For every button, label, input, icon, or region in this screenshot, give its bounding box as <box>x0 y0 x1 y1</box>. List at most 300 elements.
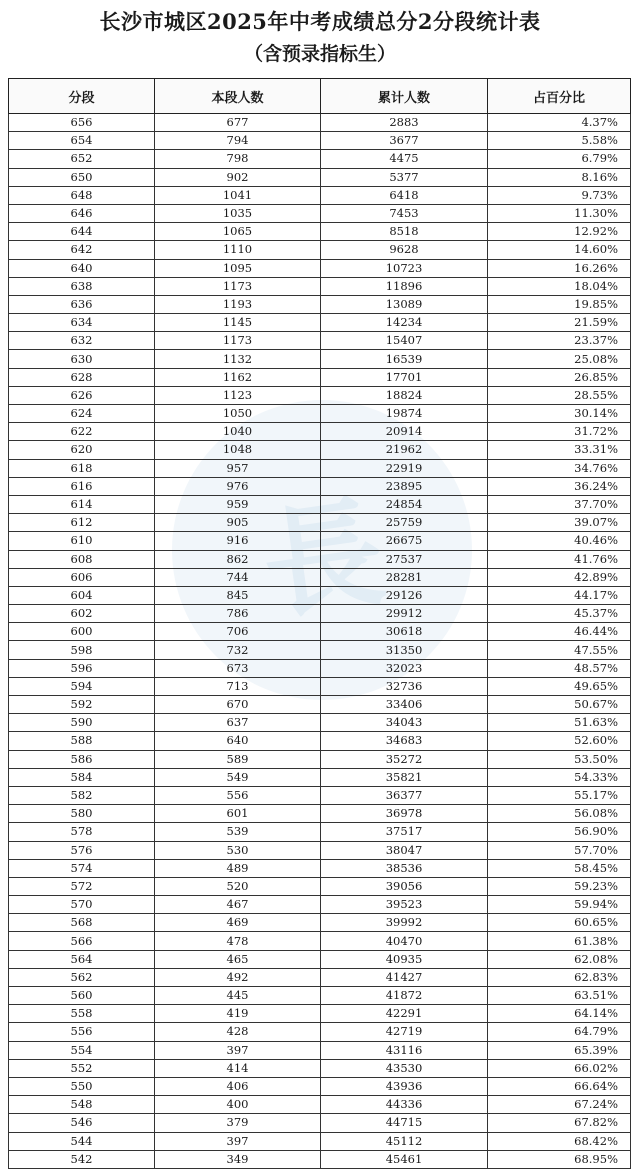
percentage-cell: 62.83% <box>488 968 631 986</box>
band-count-cell: 467 <box>155 896 321 914</box>
score-band-cell: 580 <box>9 805 155 823</box>
band-count-cell: 1110 <box>155 241 321 259</box>
score-band-cell: 634 <box>9 314 155 332</box>
score-band-cell: 568 <box>9 914 155 932</box>
band-count-cell: 862 <box>155 550 321 568</box>
percentage-cell: 67.82% <box>488 1114 631 1132</box>
percentage-cell: 8.16% <box>488 168 631 186</box>
percentage-cell: 57.70% <box>488 841 631 859</box>
band-count-cell: 640 <box>155 732 321 750</box>
band-count-cell: 732 <box>155 641 321 659</box>
table-row <box>9 641 631 659</box>
percentage-cell: 55.17% <box>488 786 631 804</box>
band-count-cell: 905 <box>155 514 321 532</box>
cumulative-count-cell: 31350 <box>321 641 488 659</box>
score-band-cell: 618 <box>9 459 155 477</box>
band-count-cell: 478 <box>155 932 321 950</box>
percentage-cell: 25.08% <box>488 350 631 368</box>
percentage-cell: 54.33% <box>488 768 631 786</box>
score-band-cell: 592 <box>9 696 155 714</box>
band-count-cell: 713 <box>155 677 321 695</box>
table-row <box>9 277 631 295</box>
score-band-cell: 570 <box>9 896 155 914</box>
band-count-cell: 744 <box>155 568 321 586</box>
cumulative-count-cell: 44336 <box>321 1096 488 1114</box>
table-row <box>9 877 631 895</box>
table-row <box>9 677 631 695</box>
score-band-cell: 606 <box>9 568 155 586</box>
cumulative-count-cell: 7453 <box>321 204 488 222</box>
header-score-band: 分段 <box>9 79 155 114</box>
table-row <box>9 150 631 168</box>
band-count-cell: 419 <box>155 1005 321 1023</box>
table-row <box>9 405 631 423</box>
score-band-cell: 610 <box>9 532 155 550</box>
percentage-cell: 64.14% <box>488 1005 631 1023</box>
score-band-cell: 630 <box>9 350 155 368</box>
header-percentage: 占百分比 <box>488 79 631 114</box>
band-count-cell: 1041 <box>155 186 321 204</box>
score-band-cell: 628 <box>9 368 155 386</box>
score-band-cell: 640 <box>9 259 155 277</box>
percentage-cell: 23.37% <box>488 332 631 350</box>
band-count-cell: 1050 <box>155 405 321 423</box>
band-count-cell: 556 <box>155 786 321 804</box>
percentage-cell: 68.95% <box>488 1150 631 1168</box>
percentage-cell: 51.63% <box>488 714 631 732</box>
table-row <box>9 1041 631 1059</box>
cumulative-count-cell: 10723 <box>321 259 488 277</box>
band-count-cell: 1048 <box>155 441 321 459</box>
score-band-cell: 544 <box>9 1132 155 1150</box>
percentage-cell: 31.72% <box>488 423 631 441</box>
band-count-cell: 400 <box>155 1096 321 1114</box>
score-band-cell: 644 <box>9 223 155 241</box>
cumulative-count-cell: 38536 <box>321 859 488 877</box>
cumulative-count-cell: 4475 <box>321 150 488 168</box>
percentage-cell: 61.38% <box>488 932 631 950</box>
band-count-cell: 1035 <box>155 204 321 222</box>
cumulative-count-cell: 45112 <box>321 1132 488 1150</box>
table-row <box>9 659 631 677</box>
score-band-cell: 602 <box>9 605 155 623</box>
table-row <box>9 586 631 604</box>
cumulative-count-cell: 21962 <box>321 441 488 459</box>
table-row <box>9 1077 631 1095</box>
cumulative-count-cell: 14234 <box>321 314 488 332</box>
cumulative-count-cell: 41427 <box>321 968 488 986</box>
band-count-cell: 549 <box>155 768 321 786</box>
cumulative-count-cell: 40935 <box>321 950 488 968</box>
score-band-cell: 564 <box>9 950 155 968</box>
score-band-cell: 646 <box>9 204 155 222</box>
table-row <box>9 896 631 914</box>
band-count-cell: 530 <box>155 841 321 859</box>
table-row <box>9 259 631 277</box>
score-band-cell: 572 <box>9 877 155 895</box>
score-band-cell: 650 <box>9 168 155 186</box>
table-row <box>9 350 631 368</box>
table-row <box>9 423 631 441</box>
band-count-cell: 786 <box>155 605 321 623</box>
table-row <box>9 114 631 132</box>
table-row <box>9 368 631 386</box>
percentage-cell: 16.26% <box>488 259 631 277</box>
score-band-cell: 576 <box>9 841 155 859</box>
percentage-cell: 59.94% <box>488 896 631 914</box>
score-band-cell: 600 <box>9 623 155 641</box>
score-band-cell: 654 <box>9 132 155 150</box>
band-count-cell: 673 <box>155 659 321 677</box>
table-row <box>9 241 631 259</box>
cumulative-count-cell: 6418 <box>321 186 488 204</box>
band-count-cell: 1162 <box>155 368 321 386</box>
band-count-cell: 798 <box>155 150 321 168</box>
band-count-cell: 1095 <box>155 259 321 277</box>
band-count-cell: 637 <box>155 714 321 732</box>
table-row <box>9 168 631 186</box>
percentage-cell: 50.67% <box>488 696 631 714</box>
cumulative-count-cell: 11896 <box>321 277 488 295</box>
table-row <box>9 1005 631 1023</box>
band-count-cell: 349 <box>155 1150 321 1168</box>
table-row <box>9 386 631 404</box>
band-count-cell: 845 <box>155 586 321 604</box>
cumulative-count-cell: 42291 <box>321 1005 488 1023</box>
table-row <box>9 841 631 859</box>
percentage-cell: 44.17% <box>488 586 631 604</box>
table-row <box>9 1150 631 1168</box>
table-row <box>9 223 631 241</box>
cumulative-count-cell: 32023 <box>321 659 488 677</box>
band-count-cell: 794 <box>155 132 321 150</box>
table-row <box>9 332 631 350</box>
cumulative-count-cell: 43936 <box>321 1077 488 1095</box>
cumulative-count-cell: 39523 <box>321 896 488 914</box>
score-band-cell: 632 <box>9 332 155 350</box>
table-row <box>9 768 631 786</box>
score-table <box>8 78 631 1169</box>
score-band-cell: 620 <box>9 441 155 459</box>
band-count-cell: 1123 <box>155 386 321 404</box>
table-row <box>9 495 631 513</box>
cumulative-count-cell: 27537 <box>321 550 488 568</box>
band-count-cell: 1145 <box>155 314 321 332</box>
score-band-cell: 616 <box>9 477 155 495</box>
header-band-count: 本段人数 <box>155 79 321 114</box>
cumulative-count-cell: 22919 <box>321 459 488 477</box>
percentage-cell: 14.60% <box>488 241 631 259</box>
table-row <box>9 1096 631 1114</box>
table-row <box>9 550 631 568</box>
score-band-cell: 598 <box>9 641 155 659</box>
table-row <box>9 750 631 768</box>
score-band-cell: 582 <box>9 786 155 804</box>
score-band-cell: 552 <box>9 1059 155 1077</box>
band-count-cell: 1173 <box>155 277 321 295</box>
score-band-cell: 624 <box>9 405 155 423</box>
score-band-cell: 604 <box>9 586 155 604</box>
table-row <box>9 441 631 459</box>
band-count-cell: 1193 <box>155 295 321 313</box>
cumulative-count-cell: 34043 <box>321 714 488 732</box>
cumulative-count-cell: 16539 <box>321 350 488 368</box>
cumulative-count-cell: 41872 <box>321 987 488 1005</box>
cumulative-count-cell: 42719 <box>321 1023 488 1041</box>
cumulative-count-cell: 29126 <box>321 586 488 604</box>
cumulative-count-cell: 32736 <box>321 677 488 695</box>
cumulative-count-cell: 5377 <box>321 168 488 186</box>
percentage-cell: 39.07% <box>488 514 631 532</box>
percentage-cell: 65.39% <box>488 1041 631 1059</box>
cumulative-count-cell: 43530 <box>321 1059 488 1077</box>
cumulative-count-cell: 36377 <box>321 786 488 804</box>
percentage-cell: 41.76% <box>488 550 631 568</box>
band-count-cell: 957 <box>155 459 321 477</box>
percentage-cell: 37.70% <box>488 495 631 513</box>
table-body <box>9 114 631 1169</box>
table-row <box>9 968 631 986</box>
band-count-cell: 492 <box>155 968 321 986</box>
score-band-cell: 608 <box>9 550 155 568</box>
cumulative-count-cell: 15407 <box>321 332 488 350</box>
cumulative-count-cell: 17701 <box>321 368 488 386</box>
band-count-cell: 589 <box>155 750 321 768</box>
score-band-cell: 612 <box>9 514 155 532</box>
cumulative-count-cell: 23895 <box>321 477 488 495</box>
cumulative-count-cell: 20914 <box>321 423 488 441</box>
cumulative-count-cell: 37517 <box>321 823 488 841</box>
band-count-cell: 406 <box>155 1077 321 1095</box>
table-row <box>9 514 631 532</box>
cumulative-count-cell: 44715 <box>321 1114 488 1132</box>
table-row <box>9 1023 631 1041</box>
page-title: 长沙市城区2025年中考成绩总分2分段统计表 <box>99 9 541 34</box>
table-row <box>9 459 631 477</box>
percentage-cell: 4.37% <box>488 114 631 132</box>
table-row <box>9 732 631 750</box>
percentage-cell: 63.51% <box>488 987 631 1005</box>
percentage-cell: 64.79% <box>488 1023 631 1041</box>
cumulative-count-cell: 8518 <box>321 223 488 241</box>
score-band-cell: 642 <box>9 241 155 259</box>
percentage-cell: 58.45% <box>488 859 631 877</box>
percentage-cell: 19.85% <box>488 295 631 313</box>
band-count-cell: 916 <box>155 532 321 550</box>
percentage-cell: 62.08% <box>488 950 631 968</box>
table-row <box>9 950 631 968</box>
cumulative-count-cell: 9628 <box>321 241 488 259</box>
table-row <box>9 859 631 877</box>
cumulative-count-cell: 2883 <box>321 114 488 132</box>
score-band-cell: 556 <box>9 1023 155 1041</box>
table-row <box>9 314 631 332</box>
table-row <box>9 623 631 641</box>
band-count-cell: 397 <box>155 1041 321 1059</box>
table-row <box>9 605 631 623</box>
percentage-cell: 52.60% <box>488 732 631 750</box>
score-band-cell: 638 <box>9 277 155 295</box>
band-count-cell: 445 <box>155 987 321 1005</box>
band-count-cell: 1040 <box>155 423 321 441</box>
cumulative-count-cell: 33406 <box>321 696 488 714</box>
band-count-cell: 539 <box>155 823 321 841</box>
percentage-cell: 68.42% <box>488 1132 631 1150</box>
table-row <box>9 1059 631 1077</box>
table-row <box>9 477 631 495</box>
band-count-cell: 677 <box>155 114 321 132</box>
percentage-cell: 11.30% <box>488 204 631 222</box>
table-row <box>9 914 631 932</box>
percentage-cell: 45.37% <box>488 605 631 623</box>
watermark-glyph: 長 <box>254 483 393 638</box>
percentage-cell: 48.57% <box>488 659 631 677</box>
percentage-cell: 21.59% <box>488 314 631 332</box>
cumulative-count-cell: 24854 <box>321 495 488 513</box>
percentage-cell: 66.02% <box>488 1059 631 1077</box>
band-count-cell: 959 <box>155 495 321 513</box>
cumulative-count-cell: 35272 <box>321 750 488 768</box>
cumulative-count-cell: 29912 <box>321 605 488 623</box>
percentage-cell: 30.14% <box>488 405 631 423</box>
percentage-cell: 66.64% <box>488 1077 631 1095</box>
percentage-cell: 60.65% <box>488 914 631 932</box>
band-count-cell: 706 <box>155 623 321 641</box>
cumulative-count-cell: 34683 <box>321 732 488 750</box>
score-band-cell: 586 <box>9 750 155 768</box>
percentage-cell: 26.85% <box>488 368 631 386</box>
cumulative-count-cell: 39992 <box>321 914 488 932</box>
percentage-cell: 6.79% <box>488 150 631 168</box>
percentage-cell: 59.23% <box>488 877 631 895</box>
table-row <box>9 295 631 313</box>
percentage-cell: 47.55% <box>488 641 631 659</box>
score-band-cell: 554 <box>9 1041 155 1059</box>
cumulative-count-cell: 40470 <box>321 932 488 950</box>
band-count-cell: 469 <box>155 914 321 932</box>
score-band-cell: 584 <box>9 768 155 786</box>
table-row <box>9 568 631 586</box>
band-count-cell: 414 <box>155 1059 321 1077</box>
score-band-cell: 636 <box>9 295 155 313</box>
score-band-cell: 560 <box>9 987 155 1005</box>
table-row <box>9 696 631 714</box>
band-count-cell: 902 <box>155 168 321 186</box>
score-band-cell: 622 <box>9 423 155 441</box>
percentage-cell: 12.92% <box>488 223 631 241</box>
score-band-cell: 574 <box>9 859 155 877</box>
percentage-cell: 53.50% <box>488 750 631 768</box>
table-row <box>9 204 631 222</box>
cumulative-count-cell: 26675 <box>321 532 488 550</box>
score-band-cell: 548 <box>9 1096 155 1114</box>
score-band-cell: 550 <box>9 1077 155 1095</box>
cumulative-count-cell: 3677 <box>321 132 488 150</box>
percentage-cell: 33.31% <box>488 441 631 459</box>
percentage-cell: 46.44% <box>488 623 631 641</box>
percentage-cell: 56.08% <box>488 805 631 823</box>
table-row <box>9 186 631 204</box>
score-band-cell: 626 <box>9 386 155 404</box>
percentage-cell: 42.89% <box>488 568 631 586</box>
table-row <box>9 1114 631 1132</box>
table-row <box>9 987 631 1005</box>
table-row <box>9 805 631 823</box>
score-band-cell: 558 <box>9 1005 155 1023</box>
band-count-cell: 428 <box>155 1023 321 1041</box>
score-band-cell: 614 <box>9 495 155 513</box>
cumulative-count-cell: 38047 <box>321 841 488 859</box>
percentage-cell: 36.24% <box>488 477 631 495</box>
score-band-cell: 566 <box>9 932 155 950</box>
percentage-cell: 49.65% <box>488 677 631 695</box>
band-count-cell: 976 <box>155 477 321 495</box>
score-band-cell: 596 <box>9 659 155 677</box>
table-row <box>9 1132 631 1150</box>
band-count-cell: 397 <box>155 1132 321 1150</box>
table-container <box>8 78 630 1166</box>
band-count-cell: 1065 <box>155 223 321 241</box>
table-row <box>9 532 631 550</box>
table-row <box>9 786 631 804</box>
cumulative-count-cell: 39056 <box>321 877 488 895</box>
band-count-cell: 1173 <box>155 332 321 350</box>
table-row <box>9 132 631 150</box>
table-row <box>9 714 631 732</box>
score-band-cell: 594 <box>9 677 155 695</box>
cumulative-count-cell: 30618 <box>321 623 488 641</box>
cumulative-count-cell: 19874 <box>321 405 488 423</box>
score-band-cell: 542 <box>9 1150 155 1168</box>
band-count-cell: 379 <box>155 1114 321 1132</box>
page-subtitle: （含预录指标生） <box>243 43 396 65</box>
band-count-cell: 670 <box>155 696 321 714</box>
table-row <box>9 823 631 841</box>
percentage-cell: 34.76% <box>488 459 631 477</box>
percentage-cell: 5.58% <box>488 132 631 150</box>
percentage-cell: 40.46% <box>488 532 631 550</box>
percentage-cell: 28.55% <box>488 386 631 404</box>
cumulative-count-cell: 28281 <box>321 568 488 586</box>
score-band-cell: 588 <box>9 732 155 750</box>
cumulative-count-cell: 18824 <box>321 386 488 404</box>
score-band-cell: 590 <box>9 714 155 732</box>
band-count-cell: 601 <box>155 805 321 823</box>
percentage-cell: 67.24% <box>488 1096 631 1114</box>
score-band-cell: 652 <box>9 150 155 168</box>
score-band-cell: 656 <box>9 114 155 132</box>
percentage-cell: 18.04% <box>488 277 631 295</box>
band-count-cell: 520 <box>155 877 321 895</box>
percentage-cell: 9.73% <box>488 186 631 204</box>
cumulative-count-cell: 36978 <box>321 805 488 823</box>
cumulative-count-cell: 25759 <box>321 514 488 532</box>
score-band-cell: 562 <box>9 968 155 986</box>
percentage-cell: 56.90% <box>488 823 631 841</box>
cumulative-count-cell: 45461 <box>321 1150 488 1168</box>
table-header-row <box>9 79 631 114</box>
band-count-cell: 1132 <box>155 350 321 368</box>
score-band-cell: 578 <box>9 823 155 841</box>
cumulative-count-cell: 35821 <box>321 768 488 786</box>
score-band-cell: 648 <box>9 186 155 204</box>
cumulative-count-cell: 13089 <box>321 295 488 313</box>
score-band-cell: 546 <box>9 1114 155 1132</box>
header-cumulative-count: 累计人数 <box>321 79 488 114</box>
band-count-cell: 465 <box>155 950 321 968</box>
table-row <box>9 932 631 950</box>
band-count-cell: 489 <box>155 859 321 877</box>
